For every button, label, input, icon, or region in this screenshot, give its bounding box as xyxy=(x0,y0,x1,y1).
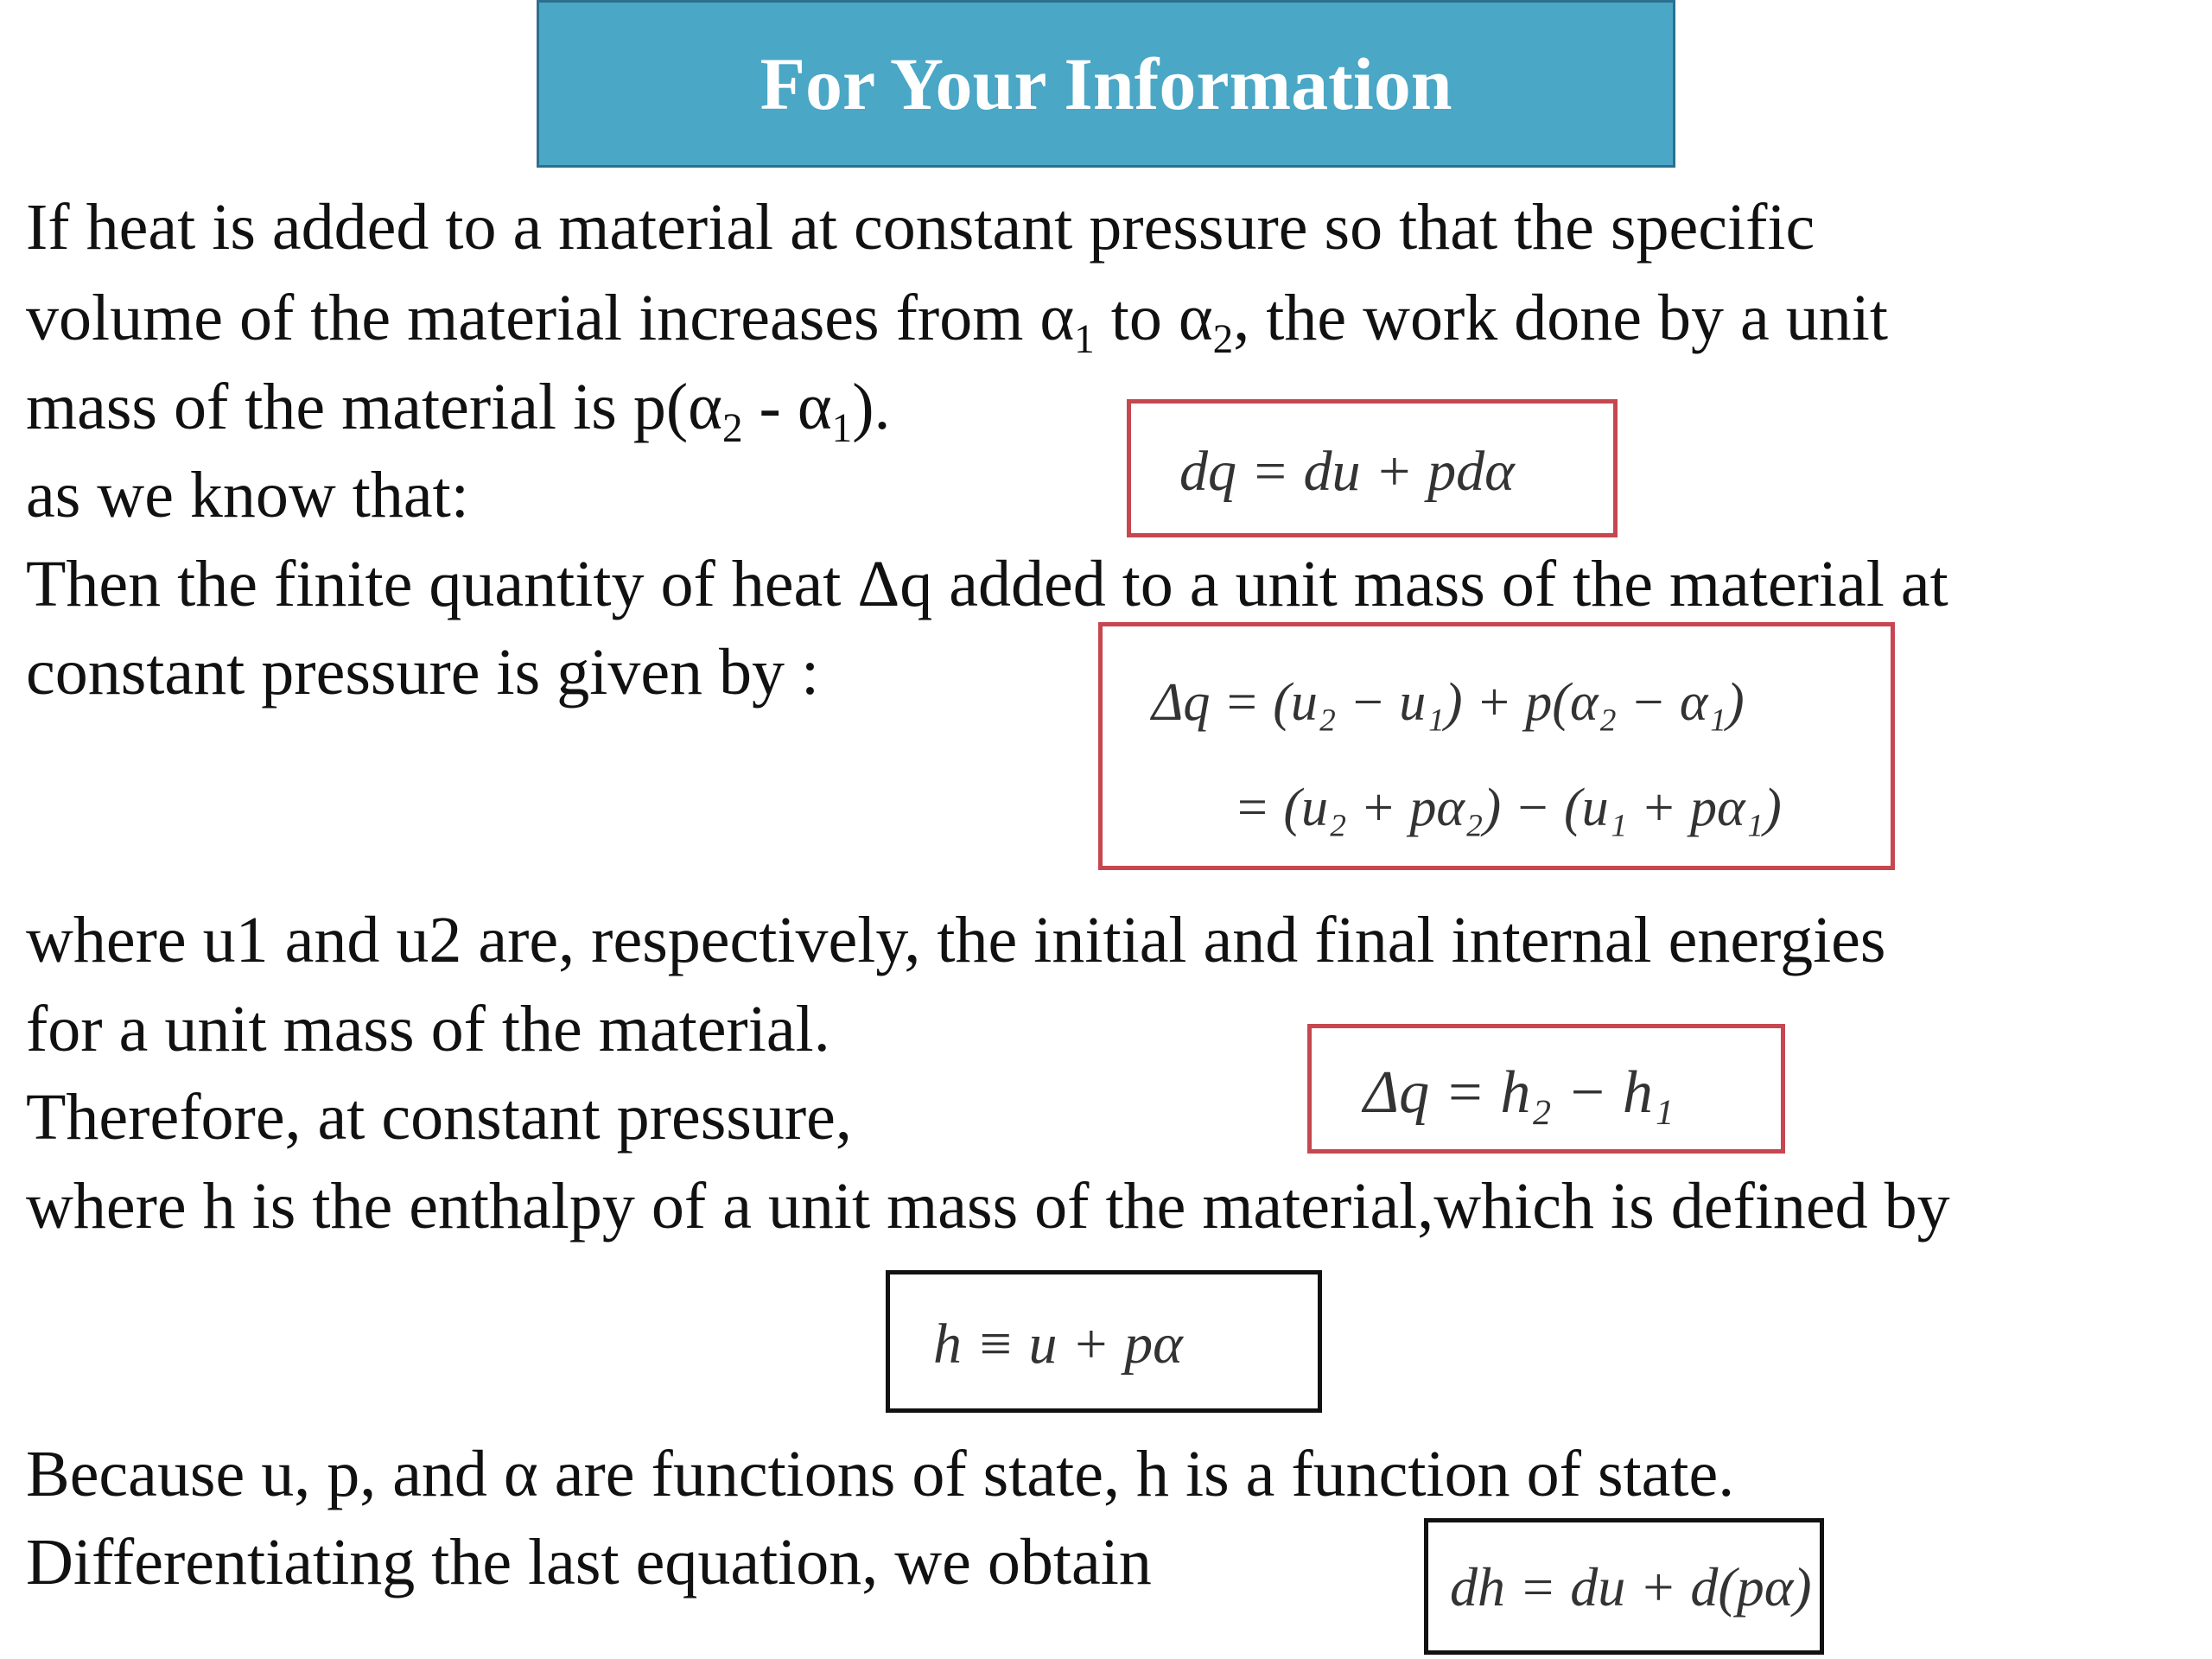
header-banner xyxy=(537,0,1675,168)
subscript: 1 xyxy=(831,406,853,452)
text-segment: , the work done by a unit xyxy=(1233,282,1888,354)
text-line-12: Differentiating the last equation, we obtain xyxy=(26,1526,1152,1599)
text-segment: mass of the material is p(α xyxy=(26,371,722,443)
equation-delta-q-line2: = (u₂ + pα₂) − (u₁ + pα₁) xyxy=(1234,779,1782,837)
subscript: 2 xyxy=(1212,317,1234,363)
subscript: 1 xyxy=(1074,317,1095,363)
subscript: 2 xyxy=(721,406,743,452)
text-line-5: Then the finite quantity of heat Δq added to a unit mass of the material at xyxy=(26,548,1948,620)
equation-delta-q-line1: Δq = (u₂ − u₁) + p(α₂ − α₁) xyxy=(1152,673,1745,732)
text-line-7: where u1 and u2 are, respectively, the initial and final internal energies xyxy=(26,904,1886,976)
equation-enthalpy-diff: dh = du + d(pα) xyxy=(1450,1556,1812,1618)
text-segment: to α xyxy=(1094,282,1213,354)
text-line-9: Therefore, at constant pressure, xyxy=(26,1081,852,1154)
text-line-2 xyxy=(26,282,1888,363)
text-segment: ). xyxy=(852,371,891,443)
equation-delta-q-enthalpy: Δq = h₂ − h₁ xyxy=(1363,1059,1675,1126)
page-title: For Your Information xyxy=(760,42,1452,125)
equation-first-law: dq = du + pdα xyxy=(1179,440,1515,503)
text-line-1: If heat is added to a material at constant pressure so that the specific xyxy=(26,191,1815,264)
text-line-8: for a unit mass of the material. xyxy=(26,993,830,1065)
text-line-10: where h is the enthalpy of a unit mass of the material,which is defined by xyxy=(26,1170,1950,1243)
equation-enthalpy-def: h ≡ u + pα xyxy=(933,1313,1183,1376)
text-segment: volume of the material increases from α xyxy=(26,282,1075,354)
text-line-6: constant pressure is given by : xyxy=(26,636,820,709)
text-segment: - α xyxy=(742,371,832,443)
text-line-4: as we know that: xyxy=(26,459,469,531)
text-line-11: Because u, p, and α are functions of state, h is a function of state. xyxy=(26,1438,1735,1510)
text-line-3 xyxy=(26,371,891,452)
